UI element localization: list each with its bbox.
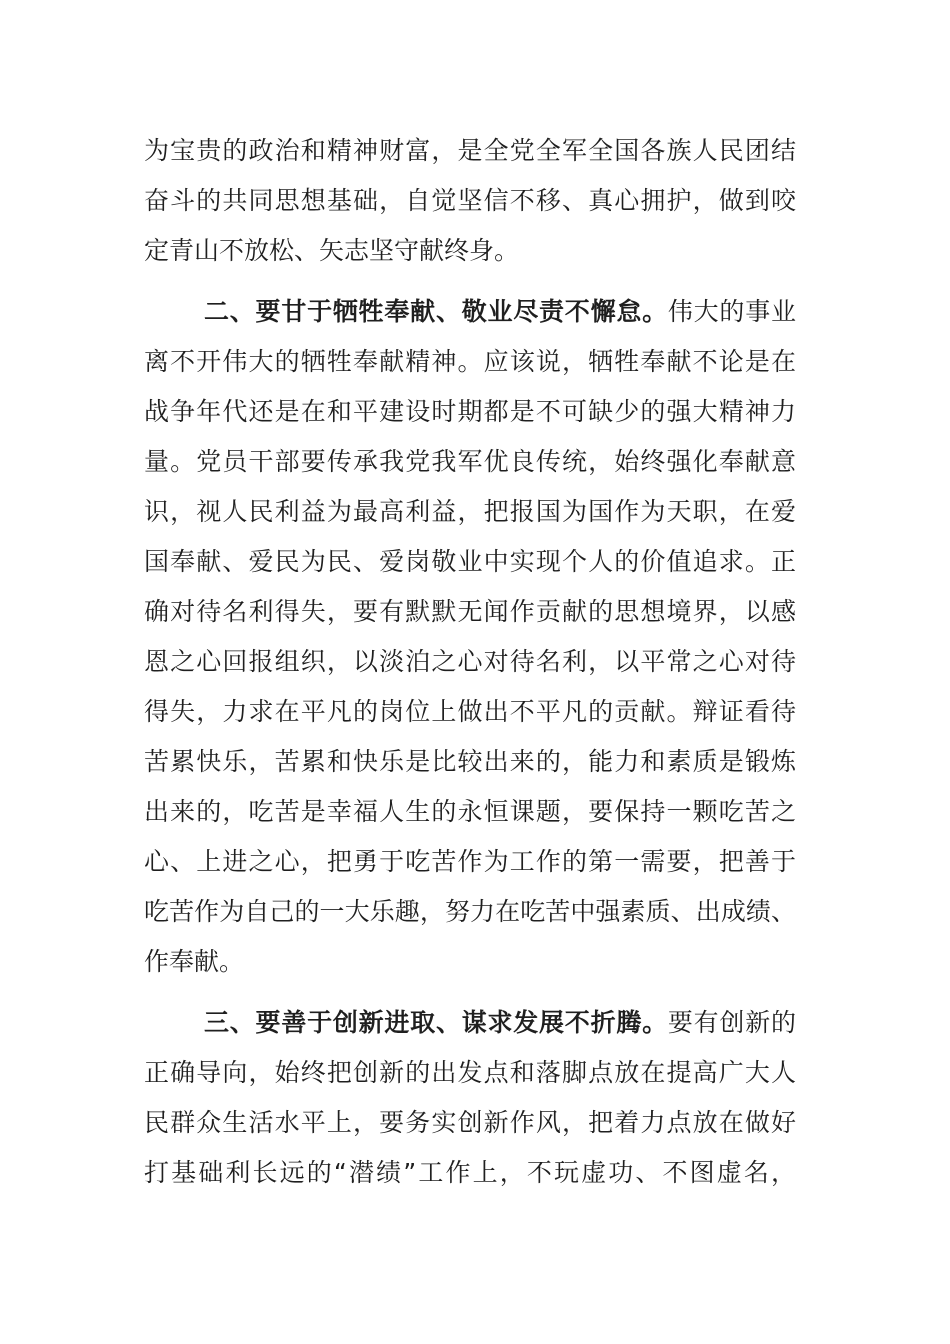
heading-line (144, 998, 796, 1048)
text-line: 民群众生活水平上，要务实创新作风，把着力点放在做好 (144, 1108, 796, 1137)
text-line: 吃苦作为自己的一大乐趣，努力在吃苦中强素质、出成绩、 (144, 897, 796, 926)
paragraph-1 (144, 126, 796, 276)
text-line: 识，视人民利益为最高利益，把报国为国作为天职，在爱 (144, 497, 796, 526)
text-line: 定青山不放松、矢志坚守献终身。 (144, 236, 520, 265)
text-line: 心、上进之心，把勇于吃苦作为工作的第一需要，把善于 (144, 847, 796, 876)
section-heading-2: 二、要甘于牺牲奉献、敬业尽责不懈怠。 (204, 297, 668, 326)
text-line: 苦累快乐，苦累和快乐是比较出来的，能力和素质是锻炼 (144, 747, 796, 776)
text-line: 量。党员干部要传承我党我军优良传统，始终强化奉献意 (144, 447, 796, 476)
paragraph-gap (144, 987, 796, 998)
text-line: 确对待名利得失，要有默默无闻作贡献的思想境界，以感 (144, 597, 796, 626)
text-line: 作奉献。 (144, 947, 245, 976)
text-line: 出来的，吃苦是幸福人生的永恒课题，要保持一颗吃苦之 (144, 797, 796, 826)
text-line: 恩之心回报组织，以淡泊之心对待名利，以平常之心对待 (144, 647, 796, 676)
heading-line-rest: 伟大的事业 (667, 297, 796, 326)
text-line: 离不开伟大的牺牲奉献精神。应该说，牺牲奉献不论是在 (144, 347, 796, 376)
document-page (144, 126, 796, 1198)
text-line: 为宝贵的政治和精神财富，是全党全军全国各族人民团结 (144, 136, 796, 165)
text-line: 得失，力求在平凡的岗位上做出不平凡的贡献。辩证看待 (144, 697, 796, 726)
paragraph-gap (144, 276, 796, 287)
text-line: 打基础利长远的“潜绩”工作上，不玩虚功、不图虚名， (144, 1158, 796, 1187)
heading-line (144, 287, 796, 337)
text-line: 正确导向，始终把创新的出发点和落脚点放在提高广大人 (144, 1058, 796, 1087)
text-line: 战争年代还是在和平建设时期都是不可缺少的强大精神力 (144, 397, 796, 426)
paragraph-3 (144, 998, 796, 1198)
section-heading-3: 三、要善于创新进取、谋求发展不折腾。 (204, 1008, 668, 1037)
text-line: 国奉献、爱民为民、爱岗敬业中实现个人的价值追求。正 (144, 547, 796, 576)
heading-line-rest: 要有创新的 (667, 1008, 796, 1037)
text-line: 奋斗的共同思想基础，自觉坚信不移、真心拥护，做到咬 (144, 186, 796, 215)
paragraph-2 (144, 287, 796, 987)
